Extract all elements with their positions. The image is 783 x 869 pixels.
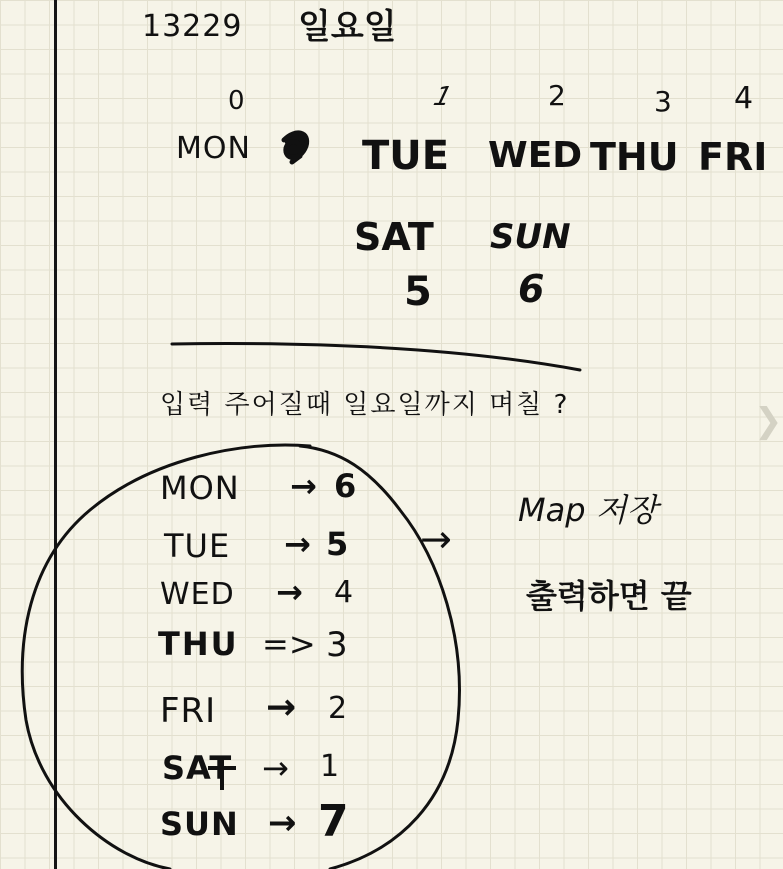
map-value: 2 xyxy=(328,691,348,726)
index-number: 2 xyxy=(548,79,566,112)
day-label-tue: TUE xyxy=(362,133,450,179)
strike-mark xyxy=(208,758,236,790)
map-day: WED xyxy=(160,577,235,612)
map-arrow: → xyxy=(284,525,311,563)
day-label-wed: WED xyxy=(488,135,583,176)
map-day: MON xyxy=(160,469,240,507)
question-text: 입력 주어질때 일요일까지 며칠 ? xyxy=(160,390,570,420)
map-day: FRI xyxy=(160,691,217,731)
map-value: 3 xyxy=(326,625,348,665)
scribble-mark xyxy=(284,133,307,162)
map-day: THU xyxy=(158,625,239,663)
day-label-mon: MON xyxy=(176,131,251,166)
map-arrow: → xyxy=(276,573,303,611)
side-arrow: → xyxy=(420,517,452,561)
map-arrow: => xyxy=(262,625,316,663)
index-number: 3 xyxy=(654,85,672,118)
index-number: 6 xyxy=(518,267,545,311)
circle-stroke xyxy=(22,445,459,869)
day-label-sun: SUN xyxy=(490,217,571,257)
side-note-line1: Map 저장 xyxy=(518,491,658,529)
map-value: 7 xyxy=(318,796,349,847)
map-value: 4 xyxy=(334,575,354,610)
day-label-sat: SAT xyxy=(354,215,434,259)
map-arrow: → xyxy=(268,803,297,843)
problem-title: 일요일 xyxy=(298,7,397,47)
chevron-right-icon[interactable]: ❯ xyxy=(754,401,783,441)
map-value: 1 xyxy=(320,749,340,784)
index-number: 1 xyxy=(427,82,458,112)
map-arrow: → xyxy=(262,749,289,787)
divider-stroke xyxy=(172,344,580,370)
map-arrow: → xyxy=(266,687,297,728)
index-number: 4 xyxy=(734,81,754,116)
map-day: SUN xyxy=(160,805,239,843)
map-value: 5 xyxy=(326,525,349,563)
map-day: SAT xyxy=(162,749,233,787)
map-arrow: → xyxy=(290,467,317,505)
problem-number: 13229 xyxy=(142,9,243,44)
map-day: TUE xyxy=(164,527,231,565)
index-number: 5 xyxy=(404,269,432,315)
map-value: 6 xyxy=(334,467,357,505)
day-label-thu: THU xyxy=(590,135,679,179)
index-number: 0 xyxy=(228,86,245,116)
day-label-fri: FRI xyxy=(698,135,768,179)
side-note-line2: 출력하면 끝 xyxy=(526,577,692,615)
